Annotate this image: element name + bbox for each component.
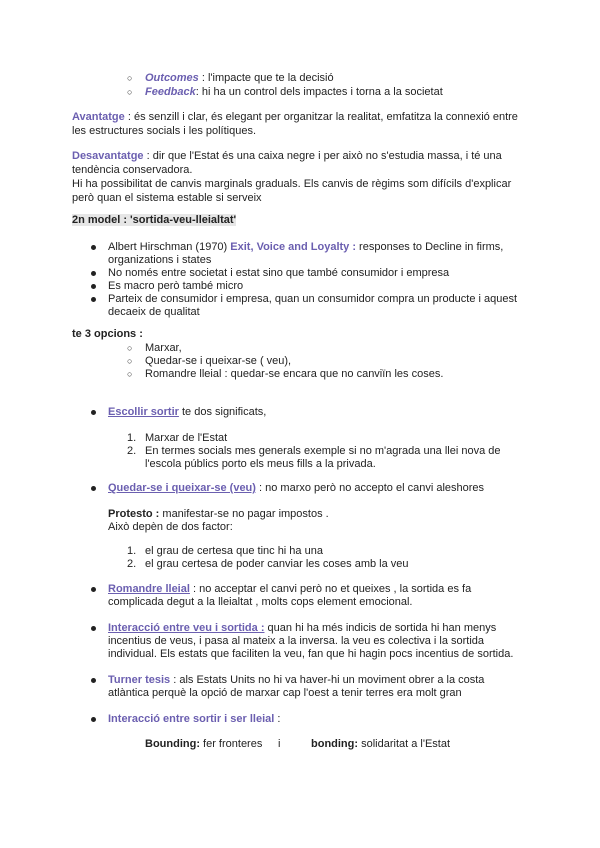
list-item-continuation: individual. Els estats que faciliten la veu, fan que hi hagin pocs incentius de sortida. — [108, 648, 514, 660]
list-item-continuation: atlàntica perquè la opció de marxar cap l'oest a tenir terres era molt gran — [108, 687, 462, 699]
bullet-icon — [91, 587, 96, 592]
list-item-continuation: decaeix de qualitat — [108, 306, 200, 318]
list-item: Es macro però també micro — [108, 280, 244, 292]
bullet-icon — [91, 271, 96, 276]
circle-bullet-icon: ○ — [127, 356, 133, 366]
bullet-icon — [91, 717, 96, 722]
list-item: Escollir sortir te dos significats, — [108, 406, 267, 418]
list-item: Interacció entre veu i sortida : quan hi ha més indicis de sortida hi han menys — [108, 622, 497, 634]
bonding-line: bonding: solidaritat a l'Estat — [311, 738, 451, 750]
circle-bullet-icon: ○ — [127, 73, 133, 83]
circle-bullet-icon: ○ — [127, 87, 133, 97]
protesto-line: Protesto : manifestar-se no pagar impostos . — [108, 508, 329, 520]
list-item: Turner tesis : als Estats Units no hi va haver-hi un moviment obrer a la costa — [108, 674, 485, 686]
desavantatge-line: Hi ha possibilitat de canvis marginals graduals. Els canvis de règims som difícils d'explicar — [72, 178, 512, 190]
bullet-icon — [91, 678, 96, 683]
desavantatge-line: però quan el sistema estable si serveix — [72, 192, 262, 204]
opcions-title: te 3 opcions : — [72, 328, 143, 340]
depen-line: Això depèn de dos factor: — [108, 521, 233, 533]
bounding-separator: i — [278, 738, 281, 750]
avantatge-paragraph: Avantatge : és senzill i clar, és elegant per organitzar la realitat, emfatitza la connexió entre — [72, 111, 518, 123]
list-item: Marxar, — [145, 342, 182, 354]
bullet-icon — [91, 297, 96, 302]
section-heading: 2n model : 'sortida-veu-lleialtat' — [72, 214, 237, 226]
list-item-continuation: l'escola públics porto els meus fills a la privada. — [145, 458, 376, 470]
desavantatge-paragraph: Desavantatge : dir que l'Estat és una caixa negre i per això no s'estudia massa, i té una — [72, 150, 502, 162]
circle-bullet-icon: ○ — [127, 369, 133, 379]
list-item: Romandre lleial : no acceptar el canvi però no et queixes , la sortida es fa — [108, 583, 472, 595]
list-item: En termes socials mes generals exemple si no m'agrada una llei nova de — [145, 445, 501, 457]
list-item-continuation: organizations i states — [108, 254, 212, 266]
list-number: 2. — [127, 445, 137, 457]
circle-bullet-icon: ○ — [127, 343, 133, 353]
list-item: Marxar de l'Estat — [145, 432, 228, 444]
bullet-icon — [91, 626, 96, 631]
list-item: Outcomes : l'impacte que te la decisió — [145, 72, 334, 84]
list-number: 2. — [127, 558, 137, 570]
list-item: el grau de certesa que tinc hi ha una — [145, 545, 323, 557]
list-number: 1. — [127, 432, 137, 444]
list-number: 1. — [127, 545, 137, 557]
list-item-continuation: complicada degut a la lleialtat , molts cops element emocional. — [108, 596, 413, 608]
bullet-icon — [91, 486, 96, 491]
list-item: el grau certesa de poder canviar les coses amb la veu — [145, 558, 409, 570]
bullet-icon — [91, 245, 96, 250]
list-item: Interacció entre sortir i ser lleial : — [108, 713, 281, 725]
list-item: Albert Hirschman (1970) Exit, Voice and Loyalty : responses to Decline in firms, — [108, 241, 504, 253]
list-item: Romandre lleial : quedar-se encara que no canviïn les coses. — [145, 368, 444, 380]
bullet-icon — [91, 410, 96, 415]
avantatge-line: les estructures socials i les polítiques. — [72, 125, 257, 137]
bullet-icon — [91, 284, 96, 289]
list-item: Parteix de consumidor i empresa, quan un consumidor compra un producte i aquest — [108, 293, 518, 305]
desavantatge-line: tendència conservadora. — [72, 164, 193, 176]
bounding-line: Bounding: fer fronteres — [145, 738, 263, 750]
list-item: Feedback: hi ha un control dels impactes i torna a la societat — [145, 86, 443, 98]
list-item: Quedar-se i queixar-se (veu) : no marxo però no accepto el canvi aleshores — [108, 482, 485, 494]
list-item: No només entre societat i estat sino que també consumidor i empresa — [108, 267, 450, 279]
list-item-continuation: incentius de veus, i pasa al mateix a la inversa. la veu es colectiva i la sortida — [108, 635, 485, 647]
list-item: Quedar-se i queixar-se ( veu), — [145, 355, 292, 367]
